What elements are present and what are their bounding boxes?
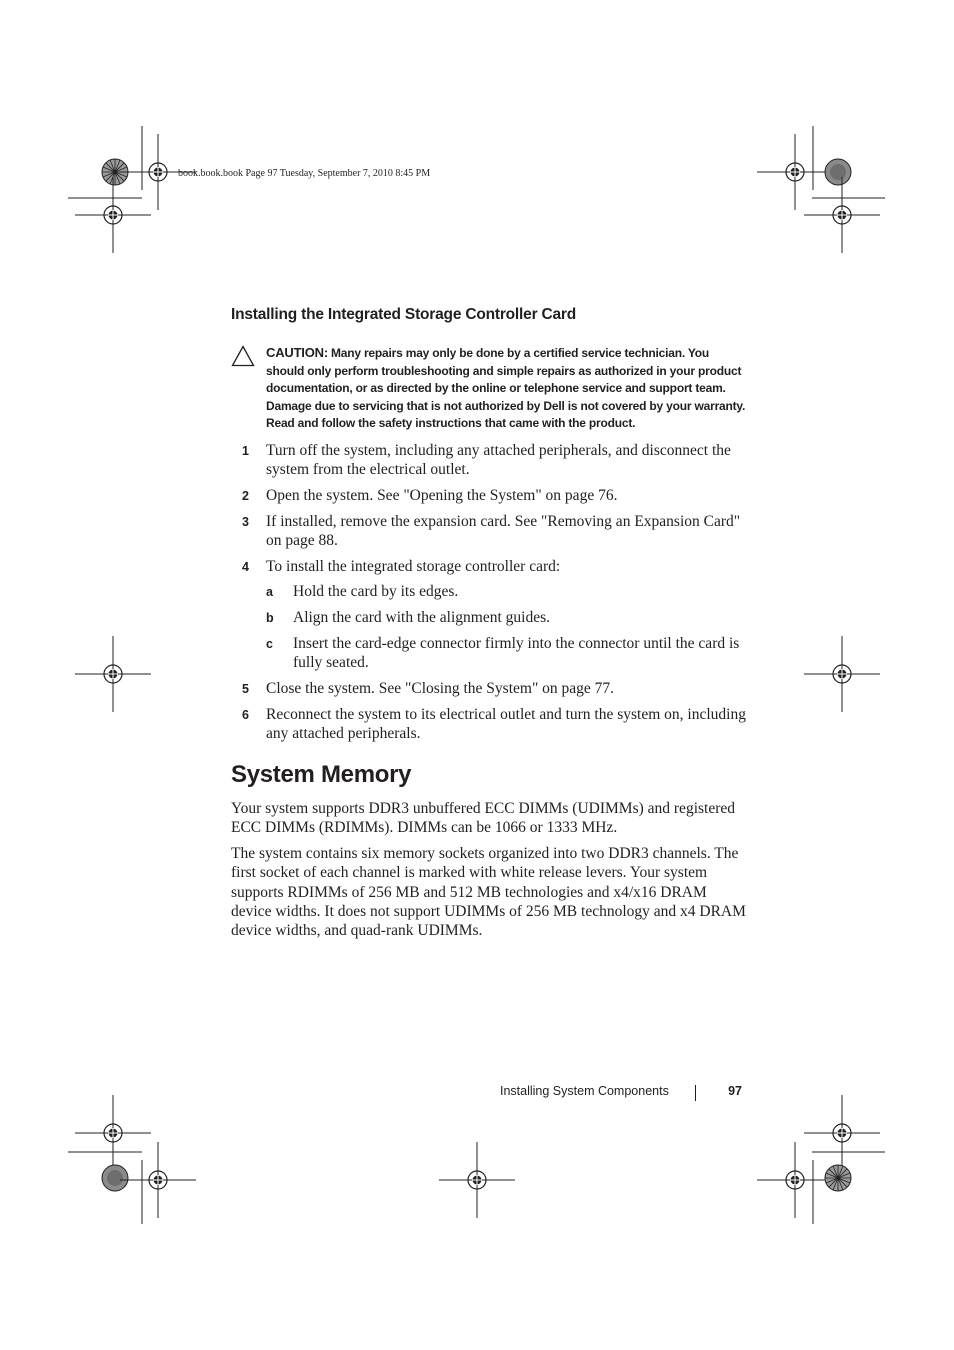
caution-triangle-icon: [231, 345, 255, 367]
caution-label: CAUTION:: [266, 345, 328, 360]
substeps: [266, 582, 746, 672]
substep-letter: b: [266, 610, 274, 625]
body-paragraph: Your system supports DDR3 unbuffered ECC DIMMs (UDIMMs) and registered ECC DIMMs (RDIMMs). DIMMs can be 1066 or 1333 MHz.: [231, 799, 736, 837]
page-content: [231, 306, 746, 947]
subsection-title: Installing the Integrated Storage Controller Card: [231, 306, 577, 323]
step-item: [231, 705, 746, 743]
step-text: To install the integrated storage controller card:: [266, 557, 561, 575]
step-item: [231, 486, 746, 505]
substep-item: [266, 608, 746, 627]
substep-item: [266, 582, 746, 601]
substep-text: Hold the card by its edges.: [293, 582, 459, 600]
step-number: 4: [242, 559, 249, 574]
caution-notice: [231, 344, 746, 433]
step-number: 1: [242, 443, 249, 458]
body-paragraph: The system contains six memory sockets organized into two DDR3 channels. The first socket of each channel is marked with white release levers. Your system supports RDIMMs of 256 MB and 512 MB technologies and x4/x16 DRAM device widths. It does not support UDIMMs of 256 MB technology and x4 DRAM device widths, and quad-rank UDIMMs.: [231, 844, 746, 940]
step-text: Turn off the system, including any attached peripherals, and disconnect the system from the electrical outlet.: [266, 441, 731, 478]
step-item: [231, 557, 746, 672]
footer-divider: [695, 1085, 696, 1101]
substep-letter: c: [266, 636, 273, 651]
step-number: 3: [242, 514, 249, 529]
print-header-meta: book.book.book Page 97 Tuesday, September 7, 2010 8:45 PM: [178, 168, 431, 179]
footer-section-name: Installing System Components: [500, 1084, 669, 1098]
step-item: [231, 512, 746, 550]
substep-item: [266, 634, 746, 672]
caution-text: Many repairs may only be done by a certified service technician. You should only perform troubleshooting and simple repairs as authorized in your product documentation, or as directed by the online or telephone service and support team. Damage due to servicing that is not authorized by Dell is not covered by your warranty. Read and follow the safety instructions that came with the product.: [266, 346, 746, 431]
substep-text: Insert the card-edge connector firmly into the connector until the card is fully seated.: [293, 634, 740, 671]
step-text: If installed, remove the expansion card. See "Removing an Expansion Card" on page 88.: [266, 512, 741, 549]
step-number: 2: [242, 488, 249, 503]
step-text: Open the system. See "Opening the System" on page 76.: [266, 486, 618, 504]
step-number: 6: [242, 707, 249, 722]
step-text: Reconnect the system to its electrical outlet and turn the system on, including any attached peripherals.: [266, 705, 746, 742]
step-item: [231, 441, 746, 479]
substep-text: Align the card with the alignment guides.: [293, 608, 550, 626]
substep-letter: a: [266, 584, 273, 599]
procedure-steps: [231, 441, 746, 743]
section-title: System Memory: [231, 760, 412, 788]
page-number: 97: [728, 1084, 742, 1098]
step-item: [231, 679, 746, 698]
step-number: 5: [242, 681, 249, 696]
step-text: Close the system. See "Closing the System" on page 77.: [266, 679, 615, 697]
